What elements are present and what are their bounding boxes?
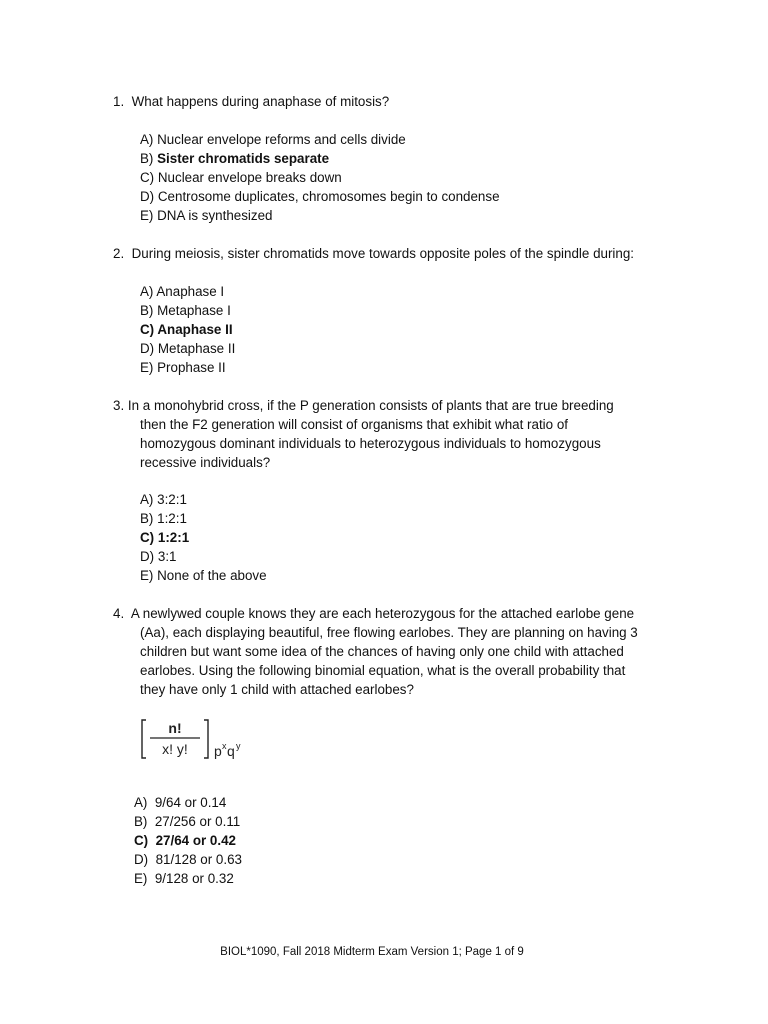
option-letter: C)	[134, 833, 149, 848]
question-3-stem-line-3: homozygous dominant individuals to heterozygous individuals to homozygous	[140, 436, 601, 451]
option-letter: D)	[134, 852, 149, 867]
option-letter: B)	[140, 303, 154, 318]
option-2d	[140, 339, 235, 358]
formula-p: p	[214, 743, 222, 759]
footer-text: BIOL*1090, Fall 2018 Midterm Exam Version 1; Page 1 of 9	[220, 946, 524, 958]
option-1c	[140, 168, 342, 187]
option-3d	[140, 547, 177, 566]
option-text: Centrosome duplicates, chromosomes begin to condense	[157, 189, 500, 204]
question-text: During meiosis, sister chromatids move towards opposite poles of the spindle during:	[131, 246, 635, 261]
formula-numerator: n!	[168, 720, 182, 736]
option-text: 27/256 or 0.11	[154, 814, 241, 829]
option-4e	[134, 869, 234, 888]
option-2b	[140, 301, 231, 320]
option-3e	[140, 566, 267, 585]
option-letter: B)	[134, 814, 148, 829]
question-text: What happens during anaphase of mitosis?	[131, 94, 390, 109]
option-4c	[134, 831, 236, 850]
left-bracket	[142, 720, 146, 758]
page-footer	[0, 946, 768, 958]
option-4b	[134, 812, 240, 831]
option-2a	[140, 282, 224, 301]
option-text: None of the above	[157, 568, 267, 583]
option-letter: C)	[140, 530, 155, 545]
correct-option-text: 1:2:1	[157, 530, 190, 545]
option-3a	[140, 490, 187, 509]
option-letter: C)	[140, 322, 155, 337]
right-bracket	[204, 720, 208, 758]
option-text: 9/64 or 0.14	[154, 795, 227, 810]
question-3-stem-line-4: recessive individuals?	[140, 455, 271, 470]
formula-exp-y: y	[236, 741, 241, 751]
question-3-stem-line-1	[113, 396, 614, 415]
question-2-stem	[113, 244, 634, 263]
formula-q: q	[227, 743, 235, 759]
question-number: 1.	[113, 94, 125, 109]
question-4-stem-line-3: children but want some idea of the chances of having only one child with attached	[140, 644, 624, 659]
correct-option-text: Sister chromatids separate	[157, 151, 330, 166]
option-letter: B)	[140, 151, 154, 166]
question-text: In a monohybrid cross, if the P generation consists of plants that are true breeding	[127, 398, 614, 413]
option-text: Nuclear envelope reforms and cells divide	[157, 132, 406, 147]
question-number: 2.	[113, 246, 125, 261]
option-3c	[140, 528, 189, 547]
option-letter: B)	[140, 511, 154, 526]
correct-option-text: 27/64 or 0.42	[155, 833, 236, 848]
question-4-stem-line-5: they have only 1 child with attached earlobes?	[140, 682, 414, 697]
option-2e	[140, 358, 226, 377]
correct-option-text: Anaphase II	[157, 322, 233, 337]
option-text: 3:1	[157, 549, 177, 564]
option-letter: E)	[140, 568, 154, 583]
option-1b	[140, 149, 329, 168]
option-text: Metaphase II	[157, 341, 236, 356]
option-text: 81/128 or 0.63	[155, 852, 242, 867]
question-3-stem-line-2: then the F2 generation will consist of organisms that exhibit what ratio of	[140, 417, 568, 432]
binomial-formula	[140, 716, 260, 764]
option-1e	[140, 206, 272, 225]
question-text: A newlywed couple knows they are each heterozygous for the attached earlobe gene	[130, 606, 635, 621]
option-letter: D)	[140, 189, 155, 204]
option-4d	[134, 850, 242, 869]
option-text: DNA is synthesized	[157, 208, 273, 223]
question-number: 3.	[113, 398, 125, 413]
option-letter: E)	[134, 871, 148, 886]
option-letter: D)	[140, 341, 155, 356]
question-4-stem-line-2: (Aa), each displaying beautiful, free flowing earlobes. They are planning on having 3	[140, 625, 638, 640]
option-3b	[140, 509, 187, 528]
option-letter: D)	[140, 549, 155, 564]
option-text: Nuclear envelope breaks down	[157, 170, 342, 185]
option-letter: A)	[140, 284, 154, 299]
option-text: 9/128 or 0.32	[154, 871, 234, 886]
option-letter: A)	[134, 795, 148, 810]
option-1a	[140, 130, 406, 149]
formula-exp-x: x	[222, 741, 227, 751]
option-text: Anaphase I	[156, 284, 225, 299]
question-4-stem-line-4: earlobes. Using the following binomial equation, what is the overall probability that	[140, 663, 626, 678]
option-text: Metaphase I	[157, 303, 231, 318]
option-text: 1:2:1	[157, 511, 187, 526]
question-1-stem	[113, 92, 389, 111]
option-text: Prophase II	[157, 360, 226, 375]
option-1d	[140, 187, 500, 206]
formula-denominator: x! y!	[162, 741, 188, 757]
question-number: 4.	[113, 606, 125, 621]
option-letter: C)	[140, 170, 155, 185]
option-4a	[134, 793, 226, 812]
option-letter: E)	[140, 208, 154, 223]
option-letter: A)	[140, 132, 154, 147]
option-2c	[140, 320, 233, 339]
question-4-stem-line-1	[113, 604, 634, 623]
option-letter: E)	[140, 360, 154, 375]
option-text: 3:2:1	[157, 492, 187, 507]
option-letter: A)	[140, 492, 154, 507]
